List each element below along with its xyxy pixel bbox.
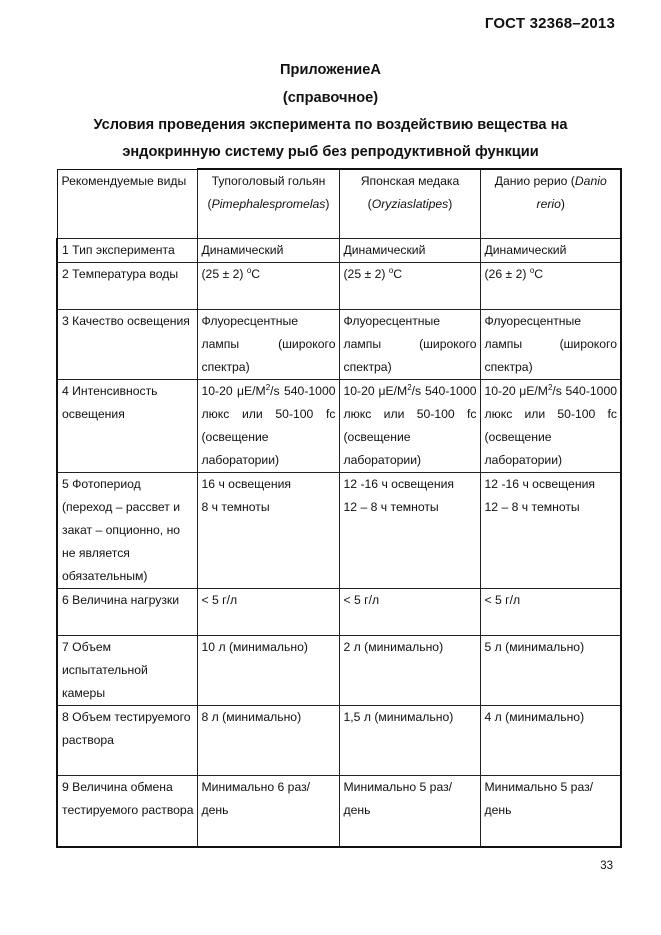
header-cell-zebrafish [480,169,621,238]
table-cell: Флуоресцентные лампы (широкого спектра) [339,309,480,379]
cell-text: 10-20 μE/M [201,383,266,398]
cell-line: 16 ч освещения [201,476,291,491]
table-cell [480,262,621,309]
header-species-latin: Oryziaslatipes [371,197,449,211]
superscript: 2 [265,382,271,392]
cell-text: /s 540-1000 люкс или 50-100 fc (освещение лаборатории) [343,383,477,467]
appendix-title: ПриложениеА [280,62,381,78]
header-species-paren: ) [325,197,330,211]
table-cell: Минимально 5 раз/день [339,775,480,847]
table-cell: Динамический [480,238,621,262]
header-cell-medaka [339,169,480,238]
header-species-name: Тупоголовый гольян ( [207,174,326,211]
table-cell: 4 л (минимально) [480,705,621,775]
cell-line: 12 – 8 ч темноты [484,499,580,514]
header-cell-species [57,169,197,238]
table-cell: < 5 г/л [339,588,480,635]
cell-line: 12 – 8 ч темноты [343,499,439,514]
table-cell [480,472,621,588]
table-cell: Минимально 6 раз/день [197,775,339,847]
table-cell [339,262,480,309]
table-cell: < 5 г/л [197,588,339,635]
table-cell [197,379,339,472]
cell-text: /s 540-1000 люкс или 50-100 fc (освещение лаборатории) [484,383,618,467]
row-label: 6 Величина нагрузки [57,588,197,635]
table-cell: 2 л (минимально) [339,635,480,705]
table-row [57,775,621,847]
table-cell [197,472,339,588]
table-row [57,705,621,775]
row-label: 3 Качество освещения [57,309,197,379]
cell-text: (25 ± 2) [343,266,389,281]
cell-text: C [393,266,403,281]
table-cell: 10 л (минимально) [197,635,339,705]
header-species-name: Данио рерио ( [494,174,575,188]
row-label: 2 Температура воды [57,262,197,309]
row-label: 5 Фотопериод (переход – рассвет и закат – опционно, но не является обязательным) [57,472,197,588]
table-cell: Минимально 5 раз/день [480,775,621,847]
degree-mark: o [529,265,535,275]
page-number: 33 [600,860,613,872]
header-species-paren: ) [448,197,453,211]
row-label: 9 Величина обмена тестируемого раствора [57,775,197,847]
table-cell [339,379,480,472]
table-row [57,309,621,379]
cell-text: 10-20 μE/M [484,383,548,398]
header-species-paren: ) [560,197,565,211]
table-cell: Флуоресцентные лампы (широкого спектра) [197,309,339,379]
cell-text: /s 540-1000 люкс или 50-100 fc (освещение лаборатории) [201,383,336,467]
header-species-label: Рекомендуемые виды [61,173,187,188]
table-cell [480,379,621,472]
table-row [57,472,621,588]
conditions-table [56,168,622,848]
cell-text: (25 ± 2) [201,266,247,281]
row-label: 7 Объем испытательной камеры [57,635,197,705]
header-species-latin: Pimephalespromelas [211,197,326,211]
header-cell-fathead-minnow [197,169,339,238]
degree-mark: o [388,265,394,275]
cell-line: 8 ч темноты [201,499,270,514]
table-header-row [57,169,621,238]
superscript: 2 [547,382,553,392]
superscript: 2 [407,382,412,392]
table-cell: Динамический [197,238,339,262]
appendix-heading-line2: эндокринную систему рыб без репродуктивной функции [122,144,539,160]
cell-text: 10-20 μE/M [343,383,408,398]
table-cell: Динамический [339,238,480,262]
row-label: 8 Объем тестируемого раствора [57,705,197,775]
appendix-subtitle: (справочное) [282,90,379,106]
table-cell [339,472,480,588]
table-row [57,635,621,705]
row-label: 4 Интенсивность освещения [57,379,197,472]
header-species-name: Японская медака ( [360,174,460,211]
header-species-latin: Danio rerio [536,174,607,211]
table-cell [197,262,339,309]
table-cell: 5 л (минимально) [480,635,621,705]
cell-text: (26 ± 2) [484,266,530,281]
cell-line: 12 -16 ч освещения [343,476,454,491]
degree-mark: o [246,265,252,275]
cell-line: 12 -16 ч освещения [484,476,595,491]
table-row [57,238,621,262]
appendix-heading-line1: Условия проведения эксперимента по воздействию вещества на [93,117,568,133]
table-row [57,379,621,472]
table-cell: 8 л (минимально) [197,705,339,775]
table-cell: < 5 г/л [480,588,621,635]
table-cell: 1,5 л (минимально) [339,705,480,775]
table-cell: Флуоресцентные лампы (широкого спектра) [480,309,621,379]
row-label: 1 Тип эксперимента [57,238,197,262]
cell-text: C [251,266,261,281]
cell-text: C [534,266,544,281]
table-row [57,588,621,635]
document-id: ГОСТ 32368–2013 [484,15,615,32]
table-row [57,262,621,309]
